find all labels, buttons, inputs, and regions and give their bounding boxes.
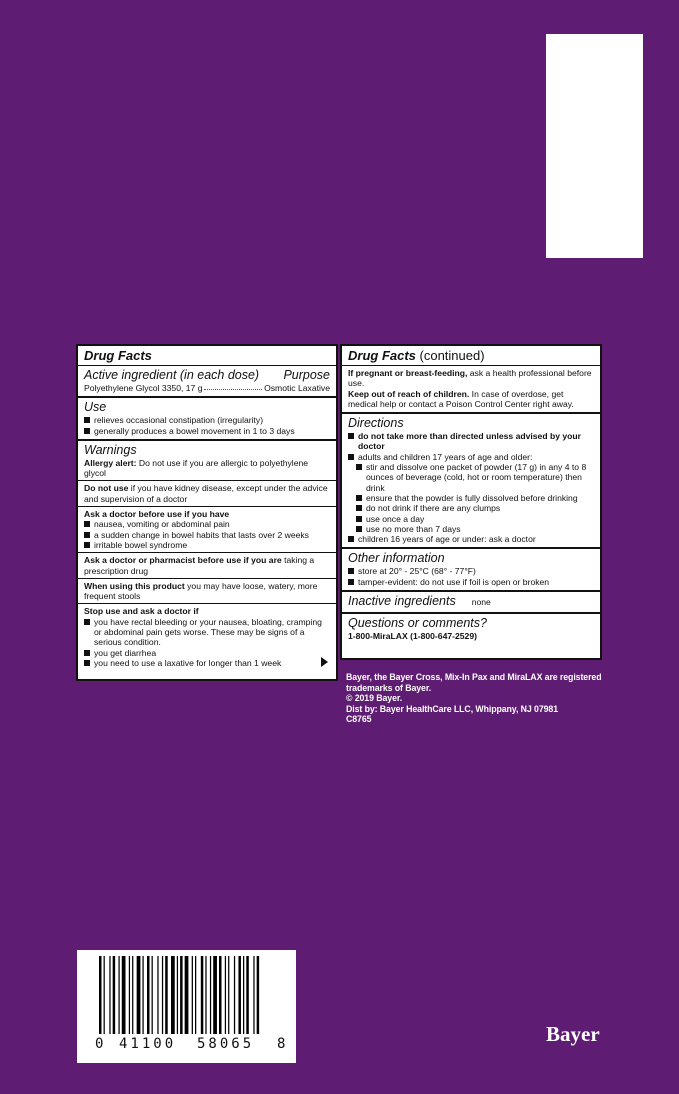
list-item: nausea, vomiting or abdominal pain [84,519,330,529]
bullet-square-icon [84,660,90,666]
barcode-bar [142,956,143,1034]
list-item: store at 20° - 25°C (68° - 77°F) [348,566,594,576]
barcode-bar [257,956,260,1034]
barcode-bar [122,956,126,1034]
bullet-square-icon [348,568,354,574]
barcode-bar [157,956,158,1034]
list-item: relieves occasional constipation (irregularity) [84,415,330,425]
list-item: you get diarrhea [84,648,330,658]
phone-number: 1-800-MiraLAX (1-800-647-2529) [348,631,477,642]
barcode-bar [113,956,116,1034]
barcode-bar [171,956,175,1034]
drug-facts-continued-title: Drug Facts (continued) [348,348,485,363]
bullet-square-icon [348,579,354,585]
barcode-label [77,950,296,1063]
bullet-square-icon [348,536,354,542]
list-item: do not drink if there are any clumps [348,503,594,513]
drug-facts-header [78,346,336,398]
barcode-bar [225,956,226,1034]
dot-leader [204,389,262,390]
bullet-square-icon [84,619,90,625]
barcode-bar [213,956,217,1034]
list-item: do not take more than directed unless advised by your doctor [348,431,594,452]
barcode-bar [234,956,235,1034]
bullet-square-icon [84,417,90,423]
barcode-bar [238,956,241,1034]
use-section [78,398,336,441]
bullet-square-icon [348,454,354,460]
barcode-bar [180,956,183,1034]
pregnancy-warning: If pregnant or breast-feeding, ask a health professional before use. [348,368,592,389]
keep-out-of-reach: Keep out of reach of children. In case of overdose, get medical help or contact a Poison Control Center right away. [348,388,574,409]
bullet-square-icon [356,505,362,511]
bullet-square-icon [84,542,90,548]
warnings-heading: Warnings [84,442,137,457]
bullet-square-icon [84,521,90,527]
questions-section [342,614,600,644]
ingredient-purpose: Osmotic Laxative [264,383,330,393]
barcode-bar [201,956,204,1034]
bullet-square-icon [348,433,354,439]
barcode-bar [253,956,254,1034]
list-item: use no more than 7 days [348,524,594,534]
directions-heading: Directions [348,416,404,431]
bullet-square-icon [356,516,362,522]
active-ingredient-heading: Active ingredient (in each dose) [84,368,260,382]
barcode-bar [195,956,196,1034]
purpose-heading: Purpose [283,368,330,382]
barcode-bar [165,956,168,1034]
bullet-square-icon [84,428,90,434]
barcode-bar [152,956,153,1034]
triangle-right-icon [321,657,328,667]
barcode-bar [99,956,102,1034]
list-item: ensure that the powder is fully dissolved before drinking [348,493,594,503]
inactive-ingredients-section [342,592,600,614]
bullet-square-icon [356,464,362,470]
bullet-square-icon [356,495,362,501]
barcode-bar [147,956,150,1034]
legal-text: Bayer, the Bayer Cross, Mix-In Pax and MiraLAX are registered trademarks of Bayer. © 2019 Bayer. Dist by: Bayer HealthCare LLC, Whippany, NJ 07981 C8765 [346,672,602,725]
drug-facts-panel-right [340,344,602,660]
list-item: you need to use a laxative for longer than 1 week [84,658,330,668]
bullet-square-icon [84,650,90,656]
barcode-icon [77,950,296,1040]
stop-use-heading: Stop use and ask a doctor if [84,606,199,617]
barcode-left-digits: 41100 [119,1036,177,1052]
blank-label-area [546,34,643,258]
list-item: you have rectal bleeding or your nausea, bloating, cramping or abdominal pain gets worse. These may be signs of a serious condition. [84,617,330,648]
barcode-bar [177,956,178,1034]
list-item: use once a day [348,514,594,524]
barcode-bar [210,956,211,1034]
barcode-bar [104,956,105,1034]
bullet-square-icon [84,532,90,538]
barcode-bar [132,956,133,1034]
allergy-alert: Allergy alert: Do not use if you are allergic to polyethylene glycol [84,457,309,479]
barcode-bar [185,956,189,1034]
barcode-bar [129,956,130,1034]
list-item: tamper-evident: do not use if foil is open or broken [348,577,594,587]
do-not-use: Do not use if you have kidney disease, except under the advice and supervision of a doctor [84,483,328,504]
brand-logo: Bayer [546,1022,600,1046]
directions-section [342,414,600,549]
barcode-bar [109,956,110,1034]
other-information-heading: Other information [348,551,445,566]
barcode-bar [246,956,249,1034]
barcode-bar [137,956,141,1034]
barcode-right-digits: 58065 [197,1036,255,1052]
inactive-ingredients-heading: Inactive ingredients [348,594,456,609]
barcode-bar [205,956,206,1034]
other-information-section [342,549,600,592]
bullet-square-icon [356,526,362,532]
barcode-check-digit: 8 [277,1036,286,1052]
ingredient-name: Polyethylene Glycol 3350, 17 g [84,383,203,393]
barcode-bar [118,956,119,1034]
ask-pharmacist: Ask a doctor or pharmacist before use if you are taking a prescription drug [84,555,315,576]
warnings-section [78,441,336,671]
barcode-bar [162,956,163,1034]
barcode-bar [219,956,222,1034]
list-item: children 16 years of age or under: ask a doctor [348,534,594,544]
barcode-bar [243,956,244,1034]
ask-doctor-heading: Ask a doctor before use if you have [84,509,230,520]
list-item: adults and children 17 years of age and older: [348,452,594,462]
list-item: a sudden change in bowel habits that lasts over 2 weeks [84,530,330,540]
when-using: When using this product you may have loose, watery, more frequent stools [84,580,318,602]
list-item: generally produces a bowel movement in 1 to 3 days [84,426,330,436]
list-item: irritable bowel syndrome [84,540,330,550]
drug-facts-continued [342,346,600,414]
list-item: stir and dissolve one packet of powder (17 g) in any 4 to 8 ounces of beverage (cold, hot or room temperature) then drink [348,462,594,493]
barcode-bar [228,956,229,1034]
barcode-bar [192,956,193,1034]
questions-heading: Questions or comments? [348,616,487,631]
inactive-ingredients-value: none [471,597,491,608]
use-heading: Use [84,400,107,415]
drug-facts-panel-left [76,344,338,681]
drug-facts-title: Drug Facts [84,348,152,363]
barcode-first-digit: 0 [95,1036,104,1052]
